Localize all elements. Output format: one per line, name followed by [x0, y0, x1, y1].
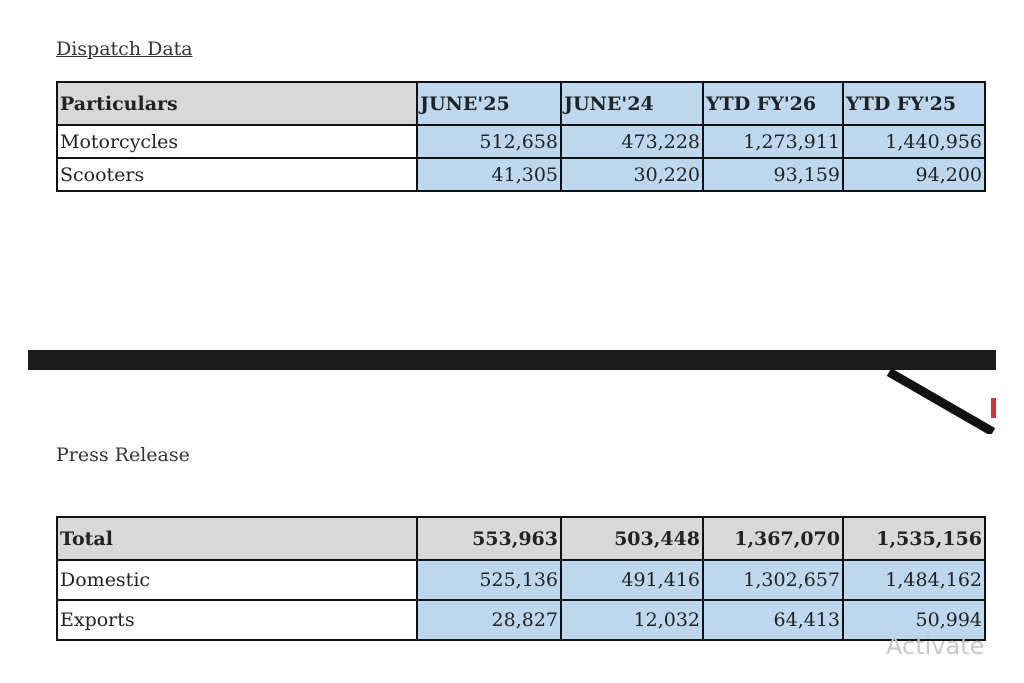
press-release-label: Press Release: [56, 444, 190, 466]
total-value: 503,448: [561, 517, 703, 560]
header-ytd-fy25: YTD FY'25: [843, 82, 985, 125]
cell-value: 1,484,162: [843, 560, 985, 600]
cell-value: 1,440,956: [843, 125, 985, 158]
total-value: 1,535,156: [843, 517, 985, 560]
total-row: [57, 517, 985, 560]
table-row: [57, 158, 985, 191]
total-label: Total: [57, 517, 417, 560]
cell-value: 512,658: [417, 125, 561, 158]
dispatch-data-table: [56, 81, 986, 192]
cell-value: 12,032: [561, 600, 703, 640]
cell-value: 30,220: [561, 158, 703, 191]
cell-value: 1,273,911: [703, 125, 843, 158]
cell-value: 491,416: [561, 560, 703, 600]
header-ytd-fy26: YTD FY'26: [703, 82, 843, 125]
cell-value: 473,228: [561, 125, 703, 158]
dispatch-data-title: Dispatch Data: [56, 38, 193, 60]
cell-value: 28,827: [417, 600, 561, 640]
row-label: Motorcycles: [57, 125, 417, 158]
cell-value: 525,136: [417, 560, 561, 600]
table-header-row: [57, 82, 985, 125]
cell-value: 41,305: [417, 158, 561, 191]
table-row: [57, 600, 985, 640]
total-value: 553,963: [417, 517, 561, 560]
cell-value: 94,200: [843, 158, 985, 191]
header-particulars: Particulars: [57, 82, 417, 125]
header-june-25: JUNE'25: [417, 82, 561, 125]
header-june-24: JUNE'24: [561, 82, 703, 125]
cell-value: 64,413: [703, 600, 843, 640]
table-row: [57, 560, 985, 600]
total-value: 1,367,070: [703, 517, 843, 560]
header-band-divider: [28, 350, 996, 370]
cell-value: 1,302,657: [703, 560, 843, 600]
row-label: Exports: [57, 600, 417, 640]
totals-table: [56, 516, 986, 641]
cell-value: 50,994: [843, 600, 985, 640]
row-label: Scooters: [57, 158, 417, 191]
table-row: [57, 125, 985, 158]
decorative-slash-graphic: [885, 370, 996, 434]
activation-watermark: Activate: [886, 632, 985, 660]
row-label: Domestic: [57, 560, 417, 600]
cell-value: 93,159: [703, 158, 843, 191]
